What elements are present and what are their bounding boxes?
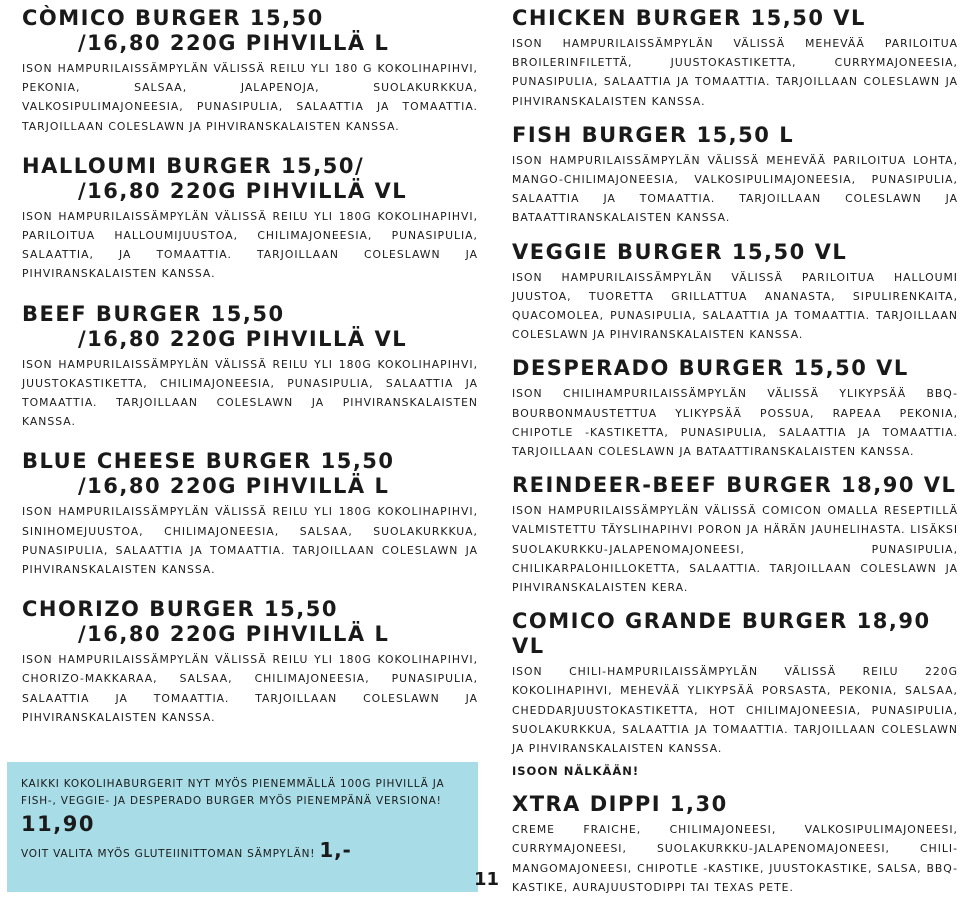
menu-item-title: CHICKEN BURGER 15,50 VL <box>512 6 866 30</box>
menu-item-description: ISON HAMPURILAISSÄMPYLÄN VÄLISSÄ PARILOITUA HALLOUMI JUUSTOA, TUORETTA GRILLATTUA ANANASTA, SIPULIRENKAITA, QUACOMOLEA, PUNASIPULIA, SALAATTIA JA TOMAATTIA. TARJOILLAAN COLESLAWN JA PIHVIRANSKALAISTEN KANSSA. <box>512 270 958 342</box>
menu-item-title: REINDEER-BEEF BURGER 18,90 VL <box>512 473 957 498</box>
menu-item-title: DESPERADO BURGER 15,50 VL <box>512 356 909 381</box>
menu-item-description: CREME FRAICHE, CHILIMAJONEESI, VALKOSIPULIMAJONEESI, CURRYMAJONEESI, SUOLAKURKKU-JALAPENOMAJONEESI, CHILI-MANGOMAJONEESI, CHIPOTLE -KASTIKE, JUUSTOKASTIKE, SALSA, BBQ-KASTIKE, AURAJUUSTODIPPI TAI TEXAS PETE. <box>512 823 958 894</box>
menu-item-comico-burger <box>22 6 478 136</box>
menu-item-chicken-burger <box>512 6 958 111</box>
menu-item-title: XTRA DIPPI 1,30 <box>512 792 728 817</box>
menu-item-desperado-burger <box>512 356 958 461</box>
menu-item-description: ISON HAMPURILAISSÄMPYLÄN VÄLISSÄ MEHEVÄÄ PARILOITUA LOHTA, MANGO-CHILIMAJONEESIA, VALKOSIPULIMAJONEESIA, PUNASIPULIA, SALAATTIA JA TOMAATTIA. TARJOILLAAN COLESLAWN JA BATAATTIRANSKALAISTEN KANSSA. <box>512 153 958 225</box>
menu-item-description: ISON CHILI-HAMPURILAISSÄMPYLÄN VÄLISSÄ REILU 220G KOKOLIHAPIHVI, MEHEVÄÄ YLIKYPSÄÄ PORSASTA, PEKONIA, SALSAA, CHEDDARJUUSTOKASTIKETTA, HOT CHILIMAJONEESIA, PUNASIPULIA, SUOLAKURKKUA, SALAATTIA JA TOMAATTIA. TARJOILLAAN COLESLAWN JA PIHVIRANSKALAISTEN KANSSA. <box>512 665 958 756</box>
gluten-free-text: VOIT VALITA MYÖS GLUTEIINITTOMAN SÄMPYLÄN! <box>21 848 316 860</box>
menu-item-title: COMICO GRANDE BURGER 18,90 VL <box>512 609 931 659</box>
menu-item-title: BLUE CHEESE BURGER 15,50 /16,80 220G PIHVILLÄ L <box>22 449 395 499</box>
notice-line: KAIKKI KOKOLIHABURGERIT NYT MYÖS PIENEMMÄLLÄ 100G PIHVILLÄ JA <box>21 778 445 790</box>
page-number: 11 <box>474 869 500 890</box>
menu-item-veggie-burger <box>512 240 958 345</box>
menu-column-left <box>22 6 478 745</box>
menu-item-xtra-dippi <box>512 792 958 897</box>
menu-item-title: CÒMICO BURGER 15,50 /16,80 220G PIHVILLÄ L <box>22 6 390 55</box>
menu-item-description: ISON CHILIHAMPURILAISSÄMPYLÄN VÄLISSÄ YLIKYPSÄÄ BBQ-BOURBONMAUSTETTUA YLIKYPSÄÄ POSSUA, RAPEAA PEKONIA, CHIPOTLE -KASTIKETTA, PUNASIPULIA, SALAATTIA JA TOMAATTIA. TARJOILLAAN COLESLAWN JA BATAATTIRANSKALAISTEN KANSSA. <box>512 387 958 459</box>
gluten-free-price: 1,- <box>319 838 352 862</box>
menu-item-title: CHORIZO BURGER 15,50 /16,80 220G PIHVILLÄ L <box>22 597 390 647</box>
menu-item-title: HALLOUMI BURGER 15,50/ /16,80 220G PIHVILLÄ VL <box>22 153 408 203</box>
menu-item-title: VEGGIE BURGER 15,50 VL <box>512 239 848 264</box>
menu-item-description: ISON HAMPURILAISSÄMPYLÄN VÄLISSÄ REILU YLI 180G KOKOLIHAPIHVI, PARILOITUA HALLOUMIJUUSTOA, CHILIMAJONEESIA, PUNASIPULIA, SALAATTIA, JA TOMAATTIA. TARJOILLAAN COLESLAWN JA PIHVIRANSKALAISTEN KANSSA. <box>22 209 478 281</box>
menu-item-beef-burger <box>22 302 478 432</box>
menu-item-description: ISON HAMPURILAISSÄMPYLÄN VÄLISSÄ REILU YLI 180G KOKOLIHAPIHVI, SINIHOMEJUUSTOA, CHILIMAJONEESIA, SALSAA, SUOLAKURKKUA, PUNASIPULIA, SALAATTIA JA TOMAATTIA. TARJOILLAAN COLESLAWN JA PIHVIRANSKALAISTEN KANSSA. <box>22 505 478 577</box>
menu-item-reindeer-beef-burger <box>512 473 958 597</box>
gluten-free-option <box>21 838 478 863</box>
notice-price: 11,90 <box>21 812 95 836</box>
menu-item-blue-cheese-burger <box>22 449 478 579</box>
menu-item-description: ISON HAMPURILAISSÄMPYLÄN VÄLISSÄ REILU YLI 180G KOKOLIHAPIHVI, CHORIZO-MAKKARAA, SALSAA, CHILIMAJONEESIA, PUNASIPULIA, SALAATTIA JA TOMAATTIA. TARJOILLAAN COLESLAWN JA PIHVIRANSKALAISTEN KANSSA. <box>22 653 478 724</box>
menu-item-tagline: ISOON NÄLKÄÄN! <box>512 764 640 779</box>
menu-item-title: FISH BURGER 15,50 L <box>512 122 795 147</box>
menu-item-description: ISON HAMPURILAISSÄMPYLÄN VÄLISSÄ COMICON OMALLA RESEPTILLÄ VALMISTETTU TÄYSLIHAPIHVI PORON JA HÄRÄN JAUHELIHASTA. LISÄKSI SUOLAKURKKU-JALAPENOMAJONEESI, PUNASIPULIA, CHILIKARPALOHILLOKETTA, SALAATTIA. TARJOILLAAN COLESLAWN JA PIHVIRANSKALAISTEN KERA. <box>512 504 958 595</box>
menu-item-halloumi-burger <box>22 154 478 284</box>
menu-column-right <box>512 6 958 909</box>
menu-item-description: ISON HAMPURILAISSÄMPYLÄN VÄLISSÄ MEHEVÄÄ PARILOITUA BROILERINFILETTÄ, JUUSTOKASTIKETTA, CURRYMAJONEESIA, PUNASIPULIA, SALAATTIA JA TOMAATTIA. TARJOILLAAN COLESLAWN JA PIHVIRANSKALAISTEN KANSSA. <box>512 37 958 108</box>
menu-item-chorizo-burger <box>22 597 478 727</box>
menu-item-title: BEEF BURGER 15,50 /16,80 220G PIHVILLÄ VL <box>22 301 408 351</box>
small-burger-notice-box <box>7 762 478 892</box>
menu-item-comico-grande-burger <box>512 609 958 778</box>
notice-line: FISH-, VEGGIE- JA DESPERADO BURGER MYÖS PIENEMPÄNÄ VERSIONA! <box>21 795 442 807</box>
menu-item-description: ISON HAMPURILAISSÄMPYLÄN VÄLISSÄ REILU YLI 180 G KOKOLIHAPIHVI, PEKONIA, SALSAA, JALAPENOJA, SUOLAKURKKUA, VALKOSIPULIMAJONEESIA, PUNASIPULIA, SALAATTIA JA TOMAATTIA. TARJOILLAAN COLESLAWN JA PIHVIRANSKALAISTEN KANSSA. <box>22 62 478 133</box>
menu-item-description: ISON HAMPURILAISSÄMPYLÄN VÄLISSÄ REILU YLI 180G KOKOLIHAPIHVI, JUUSTOKASTIKETTA, CHILIMAJONEESIA, PUNASIPULIA, SALAATTIA JA TOMAATTIA. TARJOILLAAN COLESLAWN JA PIHVIRANSKALAISTEN KANSSA. <box>22 357 478 429</box>
menu-item-fish-burger <box>512 123 958 228</box>
